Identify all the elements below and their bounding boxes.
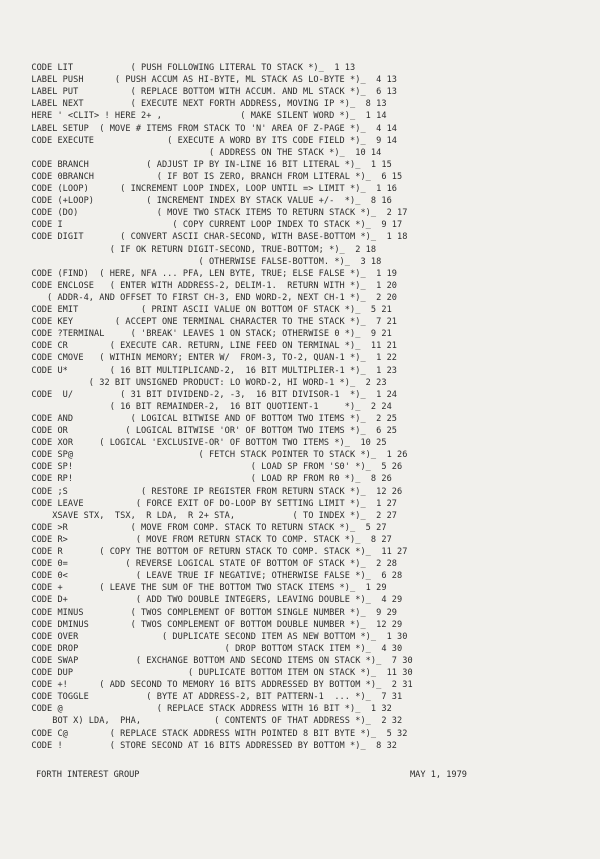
listing-line: CODE RP! ( LOAD RP FROM R0 *)_ 8 26 — [0, 474, 392, 485]
listing-line: CODE OR ( LOGICAL BITWISE 'OR' OF BOTTOM TWO ITEMS *)_ 6 25 — [0, 426, 398, 436]
footer-right: MAY 1, 1979 — [410, 770, 467, 780]
listing-line: HERE ' <CLIT> ! HERE 2+ , ( MAKE SILENT WORD *)_ 1 14 — [0, 111, 387, 122]
listing-line: CODE 0< ( LEAVE TRUE IF NEGATIVE; OTHERWISE FALSE *)_ 6 28 — [0, 571, 403, 582]
listing-line: CODE DIGIT ( CONVERT ASCII CHAR-SECOND, WITH BASE-BOTTOM *)_ 1 18 — [0, 232, 408, 243]
listing-line: CODE D+ ( ADD TWO DOUBLE INTEGERS, LEAVING DOUBLE *)_ 4 29 — [0, 595, 403, 606]
listing-line: CODE (FIND) ( HERE, NFA ... PFA, LEN BYTE, TRUE; ELSE FALSE *)_ 1 19 — [0, 268, 398, 279]
listing-line: CODE (+LOOP) ( INCREMENT INDEX BY STACK VALUE +/- *)_ 8 16 — [0, 196, 392, 207]
listing-line: CODE TOGGLE ( BYTE AT ADDRESS-2, BIT PATTERN-1 ... *)_ 7 31 — [0, 692, 403, 703]
listing-line: CODE EXECUTE ( EXECUTE A WORD BY ITS CODE FIELD *)_ 9 14 — [0, 135, 398, 146]
listing-line: CODE ?TERMINAL ( 'BREAK' LEAVES 1 ON STACK; OTHERWISE 0 *)_ 9 21 — [0, 329, 392, 340]
listing-line: LABEL PUSH ( PUSH ACCUM AS HI-BYTE, ML STACK AS LO-BYTE *)_ 4 13 — [0, 75, 398, 86]
listing-line: ( IF OK RETURN DIGIT-SECOND, TRUE-BOTTOM; *)_ 2 18 — [0, 244, 377, 255]
listing-line: ( OTHERWISE FALSE-BOTTOM. *)_ 3 18 — [0, 256, 382, 267]
listing-line: CODE BRANCH ( ADJUST IP BY IN-LINE 16 BIT LITERAL *)_ 1 15 — [0, 159, 392, 170]
listing-line: CODE CMOVE ( WITHIN MEMORY; ENTER W/ FROM-3, TO-2, QUAN-1 *)_ 1 22 — [0, 353, 398, 364]
listing-line: CODE (DO) ( MOVE TWO STACK ITEMS TO RETURN STACK *)_ 2 17 — [0, 208, 408, 219]
listing-line: CODE OVER ( DUPLICATE SECOND ITEM AS NEW BOTTOM *)_ 1 30 — [0, 631, 408, 642]
listing-line: CODE R> ( MOVE FROM RETURN STACK TO COMP. STACK *)_ 8 27 — [0, 534, 392, 545]
listing-line: CODE XOR ( LOGICAL 'EXCLUSIVE-OR' OF BOTTOM TWO ITEMS *)_ 10 25 — [0, 438, 387, 449]
listing-line: CODE CR ( EXECUTE CAR. RETURN, LINE FEED ON TERMINAL *)_ 11 21 — [0, 341, 398, 352]
listing-line: CODE SWAP ( EXCHANGE BOTTOM AND SECOND ITEMS ON STACK *)_ 7 30 — [0, 655, 413, 666]
listing-line: CODE ;S ( RESTORE IP REGISTER FROM RETURN STACK *)_ 12 26 — [0, 486, 403, 497]
listing-line: CODE EMIT ( PRINT ASCII VALUE ON BOTTOM OF STACK *)_ 5 21 — [0, 305, 392, 315]
listing-line: BOT X) LDA, PHA, ( CONTENTS OF THAT ADDRESS *)_ 2 32 — [0, 716, 403, 727]
listing-line: CODE SP@ ( FETCH STACK POINTER TO STACK *)_ 1 26 — [0, 450, 408, 461]
listing-line: CODE U* ( 16 BIT MULTIPLICAND-2, 16 BIT MULTIPLIER-1 *)_ 1 23 — [0, 365, 398, 376]
listing-line: ( ADDR-4, AND OFFSET TO FIRST CH-3, END WORD-2, NEXT CH-1 *)_ 2 20 — [0, 292, 398, 303]
listing-line: CODE ! ( STORE SECOND AT 16 BITS ADDRESSED BY BOTTOM *)_ 8 32 — [0, 740, 398, 751]
listing-line: XSAVE STX, TSX, R LDA, R 2+ STA, ( TO INDEX *)_ 2 27 — [0, 510, 398, 521]
listing-line: CODE AND ( LOGICAL BITWISE AND OF BOTTOM TWO ITEMS *)_ 2 25 — [0, 413, 398, 424]
listing-line: ( ADDRESS ON THE STACK *)_ 10 14 — [0, 147, 382, 158]
listing-line: CODE DROP ( DROP BOTTOM STACK ITEM *)_ 4 30 — [0, 643, 403, 654]
listing-line: LABEL SETUP ( MOVE # ITEMS FROM STACK TO 'N' AREA OF Z-PAGE *)_ 4 14 — [0, 123, 398, 134]
listing-line: CODE SP! ( LOAD SP FROM 'S0' *)_ 5 26 — [0, 462, 403, 473]
listing-line: CODE DMINUS ( TWOS COMPLEMENT OF BOTTOM DOUBLE NUMBER *)_ 12 29 — [0, 619, 403, 630]
listing-line: ( 32 BIT UNSIGNED PRODUCT: LO WORD-2, HI WORD-1 *)_ 2 23 — [0, 377, 387, 388]
listing-line: ( 16 BIT REMAINDER-2, 16 BIT QUOTIENT-1 *)_ 2 24 — [0, 401, 392, 412]
listing-line: CODE DUP ( DUPLICATE BOTTOM ITEM ON STACK *)_ 11 30 — [0, 668, 413, 678]
listing-line: CODE ENCLOSE ( ENTER WITH ADDRESS-2, DELIM-1. RETURN WITH *)_ 1 20 — [0, 280, 398, 291]
listing-line: CODE U/ ( 31 BIT DIVIDEND-2, -3, 16 BIT DIVISOR-1 *)_ 1 24 — [0, 389, 398, 400]
listing-line: CODE @ ( REPLACE STACK ADDRESS WITH 16 BIT *)_ 1 32 — [0, 704, 392, 715]
listing-line: CODE 0= ( REVERSE LOGICAL STATE OF BOTTOM OF STACK *)_ 2 28 — [0, 559, 398, 570]
listing-line: CODE LEAVE ( FORCE EXIT OF DO-LOOP BY SETTING LIMIT *)_ 1 27 — [0, 498, 398, 509]
listing-line: CODE (LOOP) ( INCREMENT LOOP INDEX, LOOP UNTIL => LIMIT *)_ 1 16 — [0, 184, 398, 194]
listing-line: LABEL PUT ( REPLACE BOTTOM WITH ACCUM. AND ML STACK *)_ 6 13 — [0, 87, 398, 98]
listing-line: CODE 0BRANCH ( IF BOT IS ZERO, BRANCH FROM LITERAL *)_ 6 15 — [0, 171, 403, 182]
listing-line: CODE I ( COPY CURRENT LOOP INDEX TO STACK *)_ 9 17 — [0, 220, 403, 231]
listing-line: CODE LIT ( PUSH FOLLOWING LITERAL TO STACK *)_ 1 13 — [0, 63, 356, 73]
listing-line: CODE R ( COPY THE BOTTOM OF RETURN STACK TO COMP. STACK *)_ 11 27 — [0, 547, 408, 557]
listing-line: CODE KEY ( ACCEPT ONE TERMINAL CHARACTER TO THE STACK *)_ 7 21 — [0, 317, 398, 328]
listing-line: LABEL NEXT ( EXECUTE NEXT FORTH ADDRESS, MOVING IP *)_ 8 13 — [0, 99, 387, 110]
listing-line: CODE +! ( ADD SECOND TO MEMORY 16 BITS ADDRESSED BY BOTTOM *)_ 2 31 — [0, 680, 413, 691]
listing-line: CODE + ( LEAVE THE SUM OF THE BOTTOM TWO STACK ITEMS *)_ 1 29 — [0, 583, 387, 594]
listing-line: CODE >R ( MOVE FROM COMP. STACK TO RETURN STACK *)_ 5 27 — [0, 522, 387, 533]
listing-line: CODE MINUS ( TWOS COMPLEMENT OF BOTTOM SINGLE NUMBER *)_ 9 29 — [0, 607, 398, 618]
footer-left: FORTH INTEREST GROUP — [36, 770, 140, 780]
listing-line: CODE C@ ( REPLACE STACK ADDRESS WITH POINTED 8 BIT BYTE *)_ 5 32 — [0, 728, 408, 739]
